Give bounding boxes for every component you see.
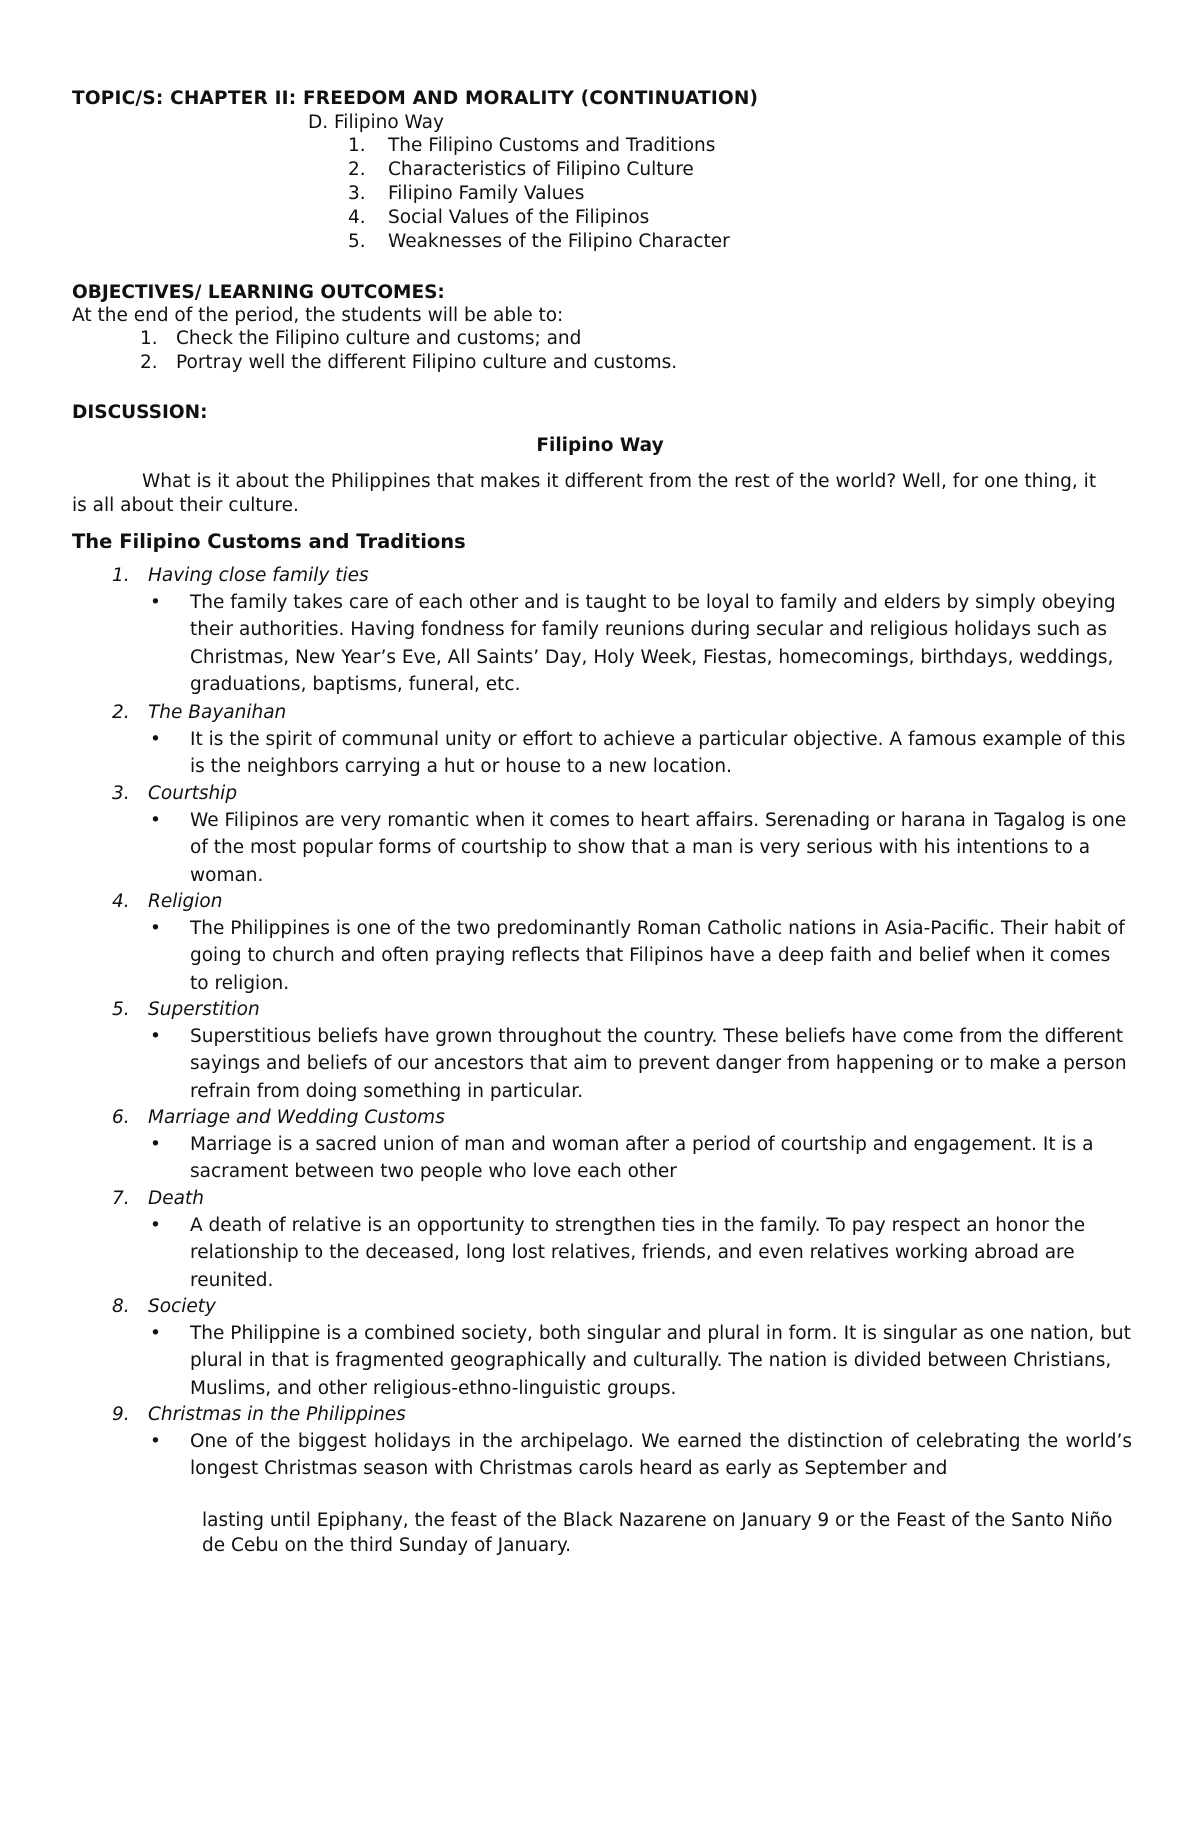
item-body: The Philippine is a combined society, both singular and plural in form. It is singular as one nation, but plural in that is fragmented geographically and culturally. The nation is divided between Christians, Muslims, and other religious-ethno-linguistic groups. xyxy=(190,1323,1131,1399)
subtopic-heading: D. Filipino Way xyxy=(308,112,444,133)
item-body: Marriage is a sacred union of man and woman after a period of courtship and engagement. It is a sacrament between two people who love each other xyxy=(190,1134,1094,1183)
bullet-icon: • xyxy=(150,729,161,750)
list-item xyxy=(112,563,1132,700)
list-item xyxy=(340,230,730,254)
bullet-icon: • xyxy=(150,592,161,613)
list-number: 1. xyxy=(140,328,158,349)
topic-heading: TOPIC/S: CHAPTER II: FREEDOM AND MORALITY (CONTINUATION) xyxy=(72,88,759,109)
item-title: Marriage and Wedding Customs xyxy=(148,1107,445,1128)
list-number: 3. xyxy=(348,183,366,204)
list-text: Filipino Family Values xyxy=(388,183,585,204)
discussion-heading: DISCUSSION: xyxy=(72,402,208,423)
bullet-icon: • xyxy=(150,1431,161,1452)
bullet-icon: • xyxy=(150,918,161,939)
objectives-heading: OBJECTIVES/ LEARNING OUTCOMES: xyxy=(72,282,445,303)
item-body: The Philippines is one of the two predominantly Roman Catholic nations in Asia-Pacific. Their habit of going to church and often praying reflects that Filipinos have a deep faith and belief when it comes to religion. xyxy=(190,918,1125,994)
intro-paragraph: What is it about the Philippines that makes it different from the rest of the world? Well, for one thing, it is all about their culture. xyxy=(72,471,1097,516)
item-title: Religion xyxy=(148,891,223,912)
list-item xyxy=(340,158,730,182)
bullet-icon: • xyxy=(150,1026,161,1047)
item-title: Death xyxy=(148,1188,204,1209)
list-item xyxy=(112,997,1132,1105)
list-item xyxy=(112,700,1132,781)
list-number: 5. xyxy=(348,231,366,252)
item-number: 9. xyxy=(112,1404,130,1425)
bullet-icon: • xyxy=(150,810,161,831)
item-title: Society xyxy=(148,1296,216,1317)
bullet-icon: • xyxy=(150,1323,161,1344)
bullet-icon: • xyxy=(150,1134,161,1155)
list-item xyxy=(340,206,730,230)
item-title: Superstition xyxy=(148,999,260,1020)
list-text: Characteristics of Filipino Culture xyxy=(388,159,694,180)
list-number: 4. xyxy=(348,207,366,228)
item-body: We Filipinos are very romantic when it comes to heart affairs. Serenading or harana in Tagalog is one of the most popular forms of courtship to show that a man is very serious with his intentions to a woman. xyxy=(190,810,1127,886)
item-title: Courtship xyxy=(148,783,238,804)
list-item xyxy=(112,1186,1132,1294)
list-text: Portray well the different Filipino culture and customs. xyxy=(176,352,678,373)
item-number: 6. xyxy=(112,1107,130,1128)
item-number: 1. xyxy=(112,565,130,586)
item-body: A death of relative is an opportunity to strengthen ties in the family. To pay respect an honor the relationship to the deceased, long lost relatives, friends, and even relatives working abroad are reunited. xyxy=(190,1215,1086,1291)
list-item xyxy=(112,1294,1132,1402)
item-title: Having close family ties xyxy=(148,565,369,586)
item-number: 5. xyxy=(112,999,130,1020)
item-body: One of the biggest holidays in the archipelago. We earned the distinction of celebrating the world’s longest Christmas season with Christmas carols heard as early as September and xyxy=(190,1431,1132,1480)
list-item xyxy=(140,327,677,351)
list-number: 2. xyxy=(348,159,366,180)
customs-list xyxy=(112,563,1132,1558)
item-number: 8. xyxy=(112,1296,130,1317)
objectives-intro: At the end of the period, the students will be able to: xyxy=(72,305,564,326)
list-text: Check the Filipino culture and customs; and xyxy=(176,328,582,349)
item-body: It is the spirit of communal unity or effort to achieve a particular objective. A famous example of this is the neighbors carrying a hut or house to a new location. xyxy=(190,729,1126,778)
bullet-icon: • xyxy=(150,1215,161,1236)
list-item xyxy=(340,182,730,206)
section-title: The Filipino Customs and Traditions xyxy=(72,530,466,553)
list-number: 2. xyxy=(140,352,158,373)
list-text: The Filipino Customs and Traditions xyxy=(388,135,716,156)
list-text: Social Values of the Filipinos xyxy=(388,207,650,228)
discussion-title: Filipino Way xyxy=(536,435,664,456)
list-item xyxy=(112,1402,1132,1558)
list-item xyxy=(112,781,1132,889)
item-body: Superstitious beliefs have grown throughout the country. These beliefs have come from the different sayings and beliefs of our ancestors that aim to prevent danger from happening or to make a person refrain from doing something in particular. xyxy=(190,1026,1127,1102)
item-continuation: lasting until Epiphany, the feast of the Black Nazarene on January 9 or the Feast of the Santo Niño de Cebu on the third Sunday of January. xyxy=(202,1510,1113,1556)
item-number: 7. xyxy=(112,1188,130,1209)
list-item xyxy=(112,1105,1132,1186)
list-item xyxy=(140,351,677,375)
item-title: The Bayanihan xyxy=(148,702,287,723)
list-item xyxy=(112,889,1132,997)
item-body: The family takes care of each other and is taught to be loyal to family and elders by simply obeying their authorities. Having fondness for family reunions during secular and religious holidays such as Christmas, New Year’s Eve, All Saints’ Day, Holy Week, Fiestas, homecomings, birthdays, weddings, graduations, baptisms, funeral, etc. xyxy=(190,592,1116,696)
list-text: Weaknesses of the Filipino Character xyxy=(388,231,730,252)
list-number: 1. xyxy=(348,135,366,156)
item-number: 2. xyxy=(112,702,130,723)
objectives-list xyxy=(140,327,677,375)
item-number: 4. xyxy=(112,891,130,912)
item-title: Christmas in the Philippines xyxy=(148,1404,406,1425)
item-number: 3. xyxy=(112,783,130,804)
topic-list xyxy=(340,134,730,254)
list-item xyxy=(340,134,730,158)
